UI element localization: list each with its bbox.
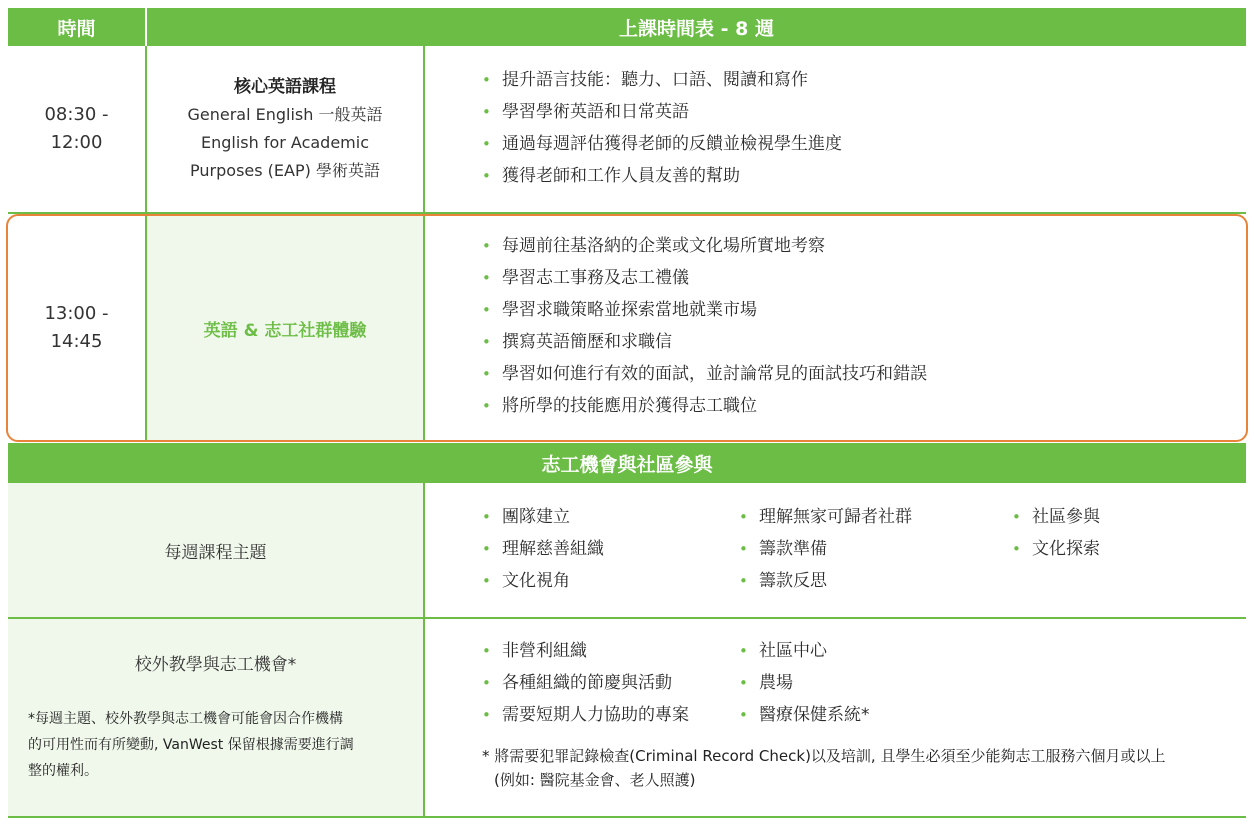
row4-note-line: 的可用性而有所變動, VanWest 保留根據需要進行調 xyxy=(28,737,354,753)
row3-divider xyxy=(423,483,425,617)
row2-highlight-frame xyxy=(6,214,1248,442)
table-bottom-rule xyxy=(8,816,1246,818)
list-item: • 學習如何進行有效的面試，並討論常見的面試技巧和錯誤 xyxy=(482,358,1222,390)
row1-course-line: English for Academic xyxy=(200,133,370,152)
list-item: • 提升語言技能：聽力、口語、閱讀和寫作 xyxy=(482,64,1222,96)
row3-col3 xyxy=(1012,501,1212,565)
row4-col1 xyxy=(482,635,732,731)
list-item: • 將所學的技能應用於獲得志工職位 xyxy=(482,390,1222,422)
list-item: • 獲得老師和工作人員友善的幫助 xyxy=(482,160,1222,192)
list-item: • 醫療保健系統* xyxy=(739,699,999,731)
row4-note xyxy=(28,706,418,784)
list-item: • 理解無家可歸者社群 xyxy=(739,501,999,533)
row2-course-title: 英語 & 志工社群體驗 xyxy=(203,320,367,341)
row1-course-line: Purposes (EAP) 學術英語 xyxy=(190,161,380,180)
list-item: • 各種組織的節慶與活動 xyxy=(482,667,732,699)
row1-time: 08:30 - 12:00 xyxy=(44,104,109,153)
row3-col2 xyxy=(739,501,999,597)
row3-col3-list xyxy=(1012,501,1212,565)
row4-col1-list xyxy=(482,635,732,731)
row4-footnote-line: (例如: 醫院基金會、老人照護) xyxy=(494,771,696,789)
row1-bullets-cell xyxy=(482,64,1222,192)
row4-label: 校外教學與志工機會* xyxy=(134,655,297,675)
header-schedule-label: 上課時間表 - 8 週 xyxy=(619,17,774,40)
list-item: • 社區中心 xyxy=(739,635,999,667)
row1-course-cell xyxy=(147,46,423,212)
row3-col1-list xyxy=(482,501,732,597)
row3-col1 xyxy=(482,501,732,597)
list-item: • 撰寫英語簡歷和求職信 xyxy=(482,326,1222,358)
row4-label-cell xyxy=(8,619,423,817)
row1-course-title: 核心英語課程 xyxy=(234,77,336,97)
list-item: • 學習學術英語和日常英語 xyxy=(482,96,1222,128)
list-item: • 文化視角 xyxy=(482,565,732,597)
row4-col2 xyxy=(739,635,999,731)
list-item: • 團隊建立 xyxy=(482,501,732,533)
row4-divider xyxy=(423,619,425,817)
header-schedule xyxy=(147,8,1246,46)
list-item: • 籌款反思 xyxy=(739,565,999,597)
list-item: • 需要短期人力協助的專案 xyxy=(482,699,732,731)
header-time xyxy=(8,8,145,46)
list-item: • 學習求職策略並探索當地就業市場 xyxy=(482,294,1222,326)
row3-label-cell xyxy=(8,483,423,617)
row4-footnote-line: * 將需要犯罪記錄檢查(Criminal Record Check)以及培訓, 且學生必須至少能夠志工服務六個月或以上 xyxy=(482,747,1166,765)
row1-bullet-list xyxy=(482,64,1222,192)
row2-time: 13:00 - 14:45 xyxy=(44,303,109,352)
row3-label: 每週課程主題 xyxy=(164,542,267,563)
list-item: • 農場 xyxy=(739,667,999,699)
list-item: • 文化探索 xyxy=(1012,533,1212,565)
row4-footnote xyxy=(482,744,1242,792)
list-item: • 理解慈善組織 xyxy=(482,533,732,565)
list-item: • 通過每週評估獲得老師的反饋並檢視學生進度 xyxy=(482,128,1222,160)
row4-col2-list xyxy=(739,635,999,731)
row1-time-cell xyxy=(8,46,145,212)
row1-course-line: General English 一般英語 xyxy=(187,105,383,124)
list-item: • 學習志工事務及志工禮儀 xyxy=(482,262,1222,294)
list-item: • 非營利組織 xyxy=(482,635,732,667)
list-item: • 籌款準備 xyxy=(739,533,999,565)
section-header xyxy=(8,443,1246,483)
row4-note-line: *每週主題、校外教學與志工機會可能會因合作機構 xyxy=(28,711,343,727)
section-title: 志工機會與社區參與 xyxy=(541,453,713,476)
list-item: • 每週前往基洛納的企業或文化場所實地考察 xyxy=(482,230,1222,262)
row3-col2-list xyxy=(739,501,999,597)
row4-note-line: 整的權利。 xyxy=(28,763,98,779)
header-time-label: 時間 xyxy=(57,17,96,40)
row1-divider-b xyxy=(423,46,425,212)
list-item: • 社區參與 xyxy=(1012,501,1212,533)
